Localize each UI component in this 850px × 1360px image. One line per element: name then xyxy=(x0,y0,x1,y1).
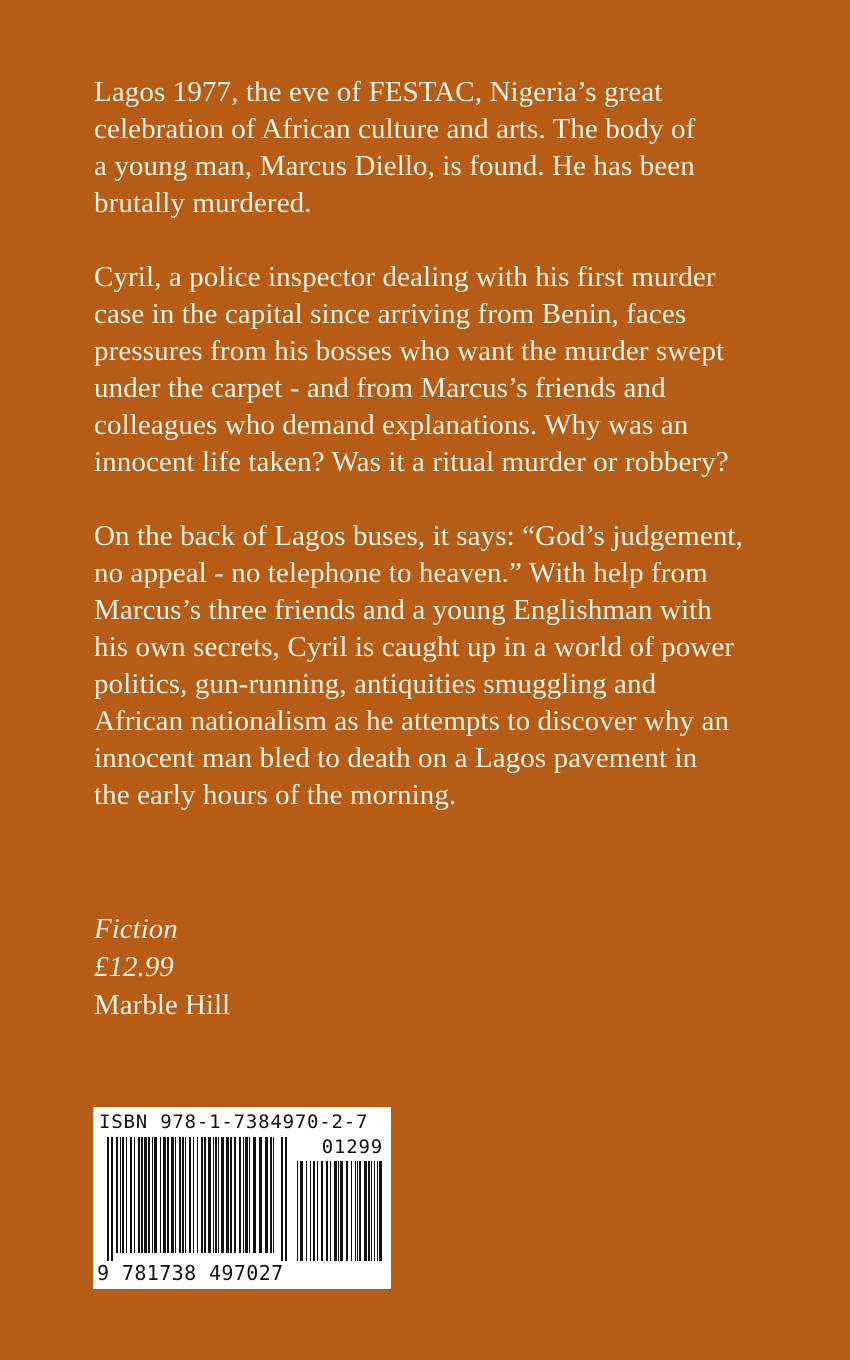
barcode-bar xyxy=(193,1137,194,1253)
barcode-bar xyxy=(218,1137,219,1253)
barcode-addon-bar xyxy=(364,1161,367,1261)
blurb xyxy=(94,74,794,851)
blurb-line: pressures from his bosses who want the murder swept xyxy=(94,335,725,367)
isbn-label: ISBN 978-1-7384970-2-7 xyxy=(99,1111,369,1133)
barcode-bar xyxy=(175,1137,176,1253)
barcode-addon-bar xyxy=(326,1161,328,1261)
barcode-bar xyxy=(253,1137,256,1253)
barcode-bar xyxy=(265,1137,268,1253)
barcode-addon-bar xyxy=(297,1161,298,1261)
blurb-paragraph-3 xyxy=(94,518,794,814)
barcode-bar xyxy=(126,1137,127,1253)
barcode-bar xyxy=(130,1137,132,1253)
blurb-line: colleagues who demand explanations. Why was an xyxy=(94,409,689,441)
blurb-paragraph-2 xyxy=(94,259,794,481)
barcode-bar xyxy=(234,1137,236,1253)
barcode-bar xyxy=(249,1137,250,1253)
barcode-bar xyxy=(270,1137,272,1253)
blurb-line: celebration of African culture and arts. The body of xyxy=(94,113,696,145)
barcode-addon-bar xyxy=(321,1161,323,1261)
ean-digits: 9 781738 497027 xyxy=(97,1261,284,1285)
blurb-line: a young man, Marcus Diello, is found. He has been xyxy=(94,150,695,182)
blurb-line: under the carpet - and from Marcus’s friends and xyxy=(94,372,666,404)
price-label: £12.99 xyxy=(94,951,174,983)
barcode-bar xyxy=(201,1137,203,1253)
barcode-bar xyxy=(259,1137,262,1253)
barcode-addon-bar xyxy=(313,1161,315,1261)
barcode-bar xyxy=(273,1137,274,1253)
barcode-guard xyxy=(107,1137,109,1261)
barcode-addon-bar xyxy=(306,1161,307,1261)
barcode-bar xyxy=(221,1137,224,1253)
barcode-addon-bar xyxy=(357,1161,358,1261)
barcode-addon-bar xyxy=(317,1161,318,1261)
blurb-line: Marcus’s three friends and a young Englishman with xyxy=(94,594,712,626)
barcode-bar xyxy=(213,1137,214,1253)
barcode-bar xyxy=(141,1137,143,1253)
blurb-line: the early hours of the morning. xyxy=(94,779,457,811)
barcode-bar xyxy=(171,1137,174,1253)
barcode-bar xyxy=(144,1137,147,1253)
barcode-addon-bar xyxy=(330,1161,331,1261)
barcode xyxy=(93,1107,391,1289)
barcode-bar xyxy=(138,1137,140,1253)
barcode-bar xyxy=(239,1137,241,1253)
blurb-paragraph-1 xyxy=(94,74,794,222)
barcode-bar xyxy=(152,1137,153,1253)
publisher-label: Marble Hill xyxy=(94,989,231,1021)
barcode-addon-bar xyxy=(300,1161,303,1261)
blurb-line: no appeal - no telephone to heaven.” With help from xyxy=(94,557,708,589)
barcode-guard xyxy=(285,1137,287,1261)
blurb-line: brutally murdered. xyxy=(94,187,312,219)
barcode-bar xyxy=(189,1137,191,1253)
barcode-bar xyxy=(197,1137,198,1253)
barcode-addon-bar xyxy=(338,1161,339,1261)
addon-code: 01299 xyxy=(321,1136,383,1158)
blurb-line: Lagos 1977, the eve of FESTAC, Nigeria’s great xyxy=(94,76,663,108)
barcode-bar xyxy=(148,1137,150,1253)
barcode-bar xyxy=(204,1137,206,1253)
barcode-addon-bar xyxy=(359,1161,361,1261)
blurb-line: politics, gun-running, antiquities smuggling and xyxy=(94,668,657,700)
barcode-addon-bar xyxy=(334,1161,337,1261)
barcode-addon-bar xyxy=(351,1161,352,1261)
genre-label: Fiction xyxy=(94,913,178,945)
blurb-line: innocent life taken? Was it a ritual murder or robbery? xyxy=(94,446,729,478)
barcode-bar xyxy=(160,1137,161,1253)
barcode-addon-bar xyxy=(355,1161,356,1261)
book-meta xyxy=(94,910,230,1024)
blurb-line: Cyril, a police inspector dealing with his first murder xyxy=(94,261,716,293)
barcode-bar xyxy=(120,1137,121,1253)
blurb-line: On the back of Lagos buses, it says: “God’s judgement, xyxy=(94,520,743,552)
barcode-addon-bar xyxy=(346,1161,348,1261)
barcode-bar xyxy=(208,1137,211,1253)
barcode-bar xyxy=(134,1137,135,1253)
barcode-bar xyxy=(167,1137,169,1253)
blurb-line: African nationalism as he attempts to discover why an xyxy=(94,705,730,737)
blurb-line: case in the capital since arriving from Benin, faces xyxy=(94,298,687,330)
barcode-guard xyxy=(111,1137,113,1261)
barcode-bar xyxy=(179,1137,181,1253)
barcode-bar xyxy=(215,1137,217,1253)
barcode-bar xyxy=(245,1137,248,1253)
barcode-bar xyxy=(154,1137,157,1253)
blurb-line: innocent man bled to death on a Lagos pavement in xyxy=(94,742,698,774)
barcode-guard xyxy=(281,1137,283,1261)
barcode-bar xyxy=(185,1137,186,1253)
barcode-addon-bar xyxy=(371,1161,372,1261)
barcode-bar xyxy=(182,1137,184,1253)
barcode-bar xyxy=(226,1137,229,1253)
barcode-addon-bar xyxy=(374,1161,375,1261)
barcode-addon-bar xyxy=(377,1161,378,1261)
barcode-addon-bar xyxy=(310,1161,311,1261)
barcode-addon-bar xyxy=(379,1161,382,1261)
barcode-bar xyxy=(243,1137,244,1253)
barcode-addon-bar xyxy=(368,1161,370,1261)
blurb-line: his own secrets, Cyril is caught up in a world of power xyxy=(94,631,735,663)
barcode-bar xyxy=(163,1137,166,1253)
barcode-bar xyxy=(122,1137,124,1253)
barcode-bar xyxy=(116,1137,118,1253)
barcode-bar xyxy=(230,1137,232,1253)
barcode-addon-bar xyxy=(340,1161,343,1261)
